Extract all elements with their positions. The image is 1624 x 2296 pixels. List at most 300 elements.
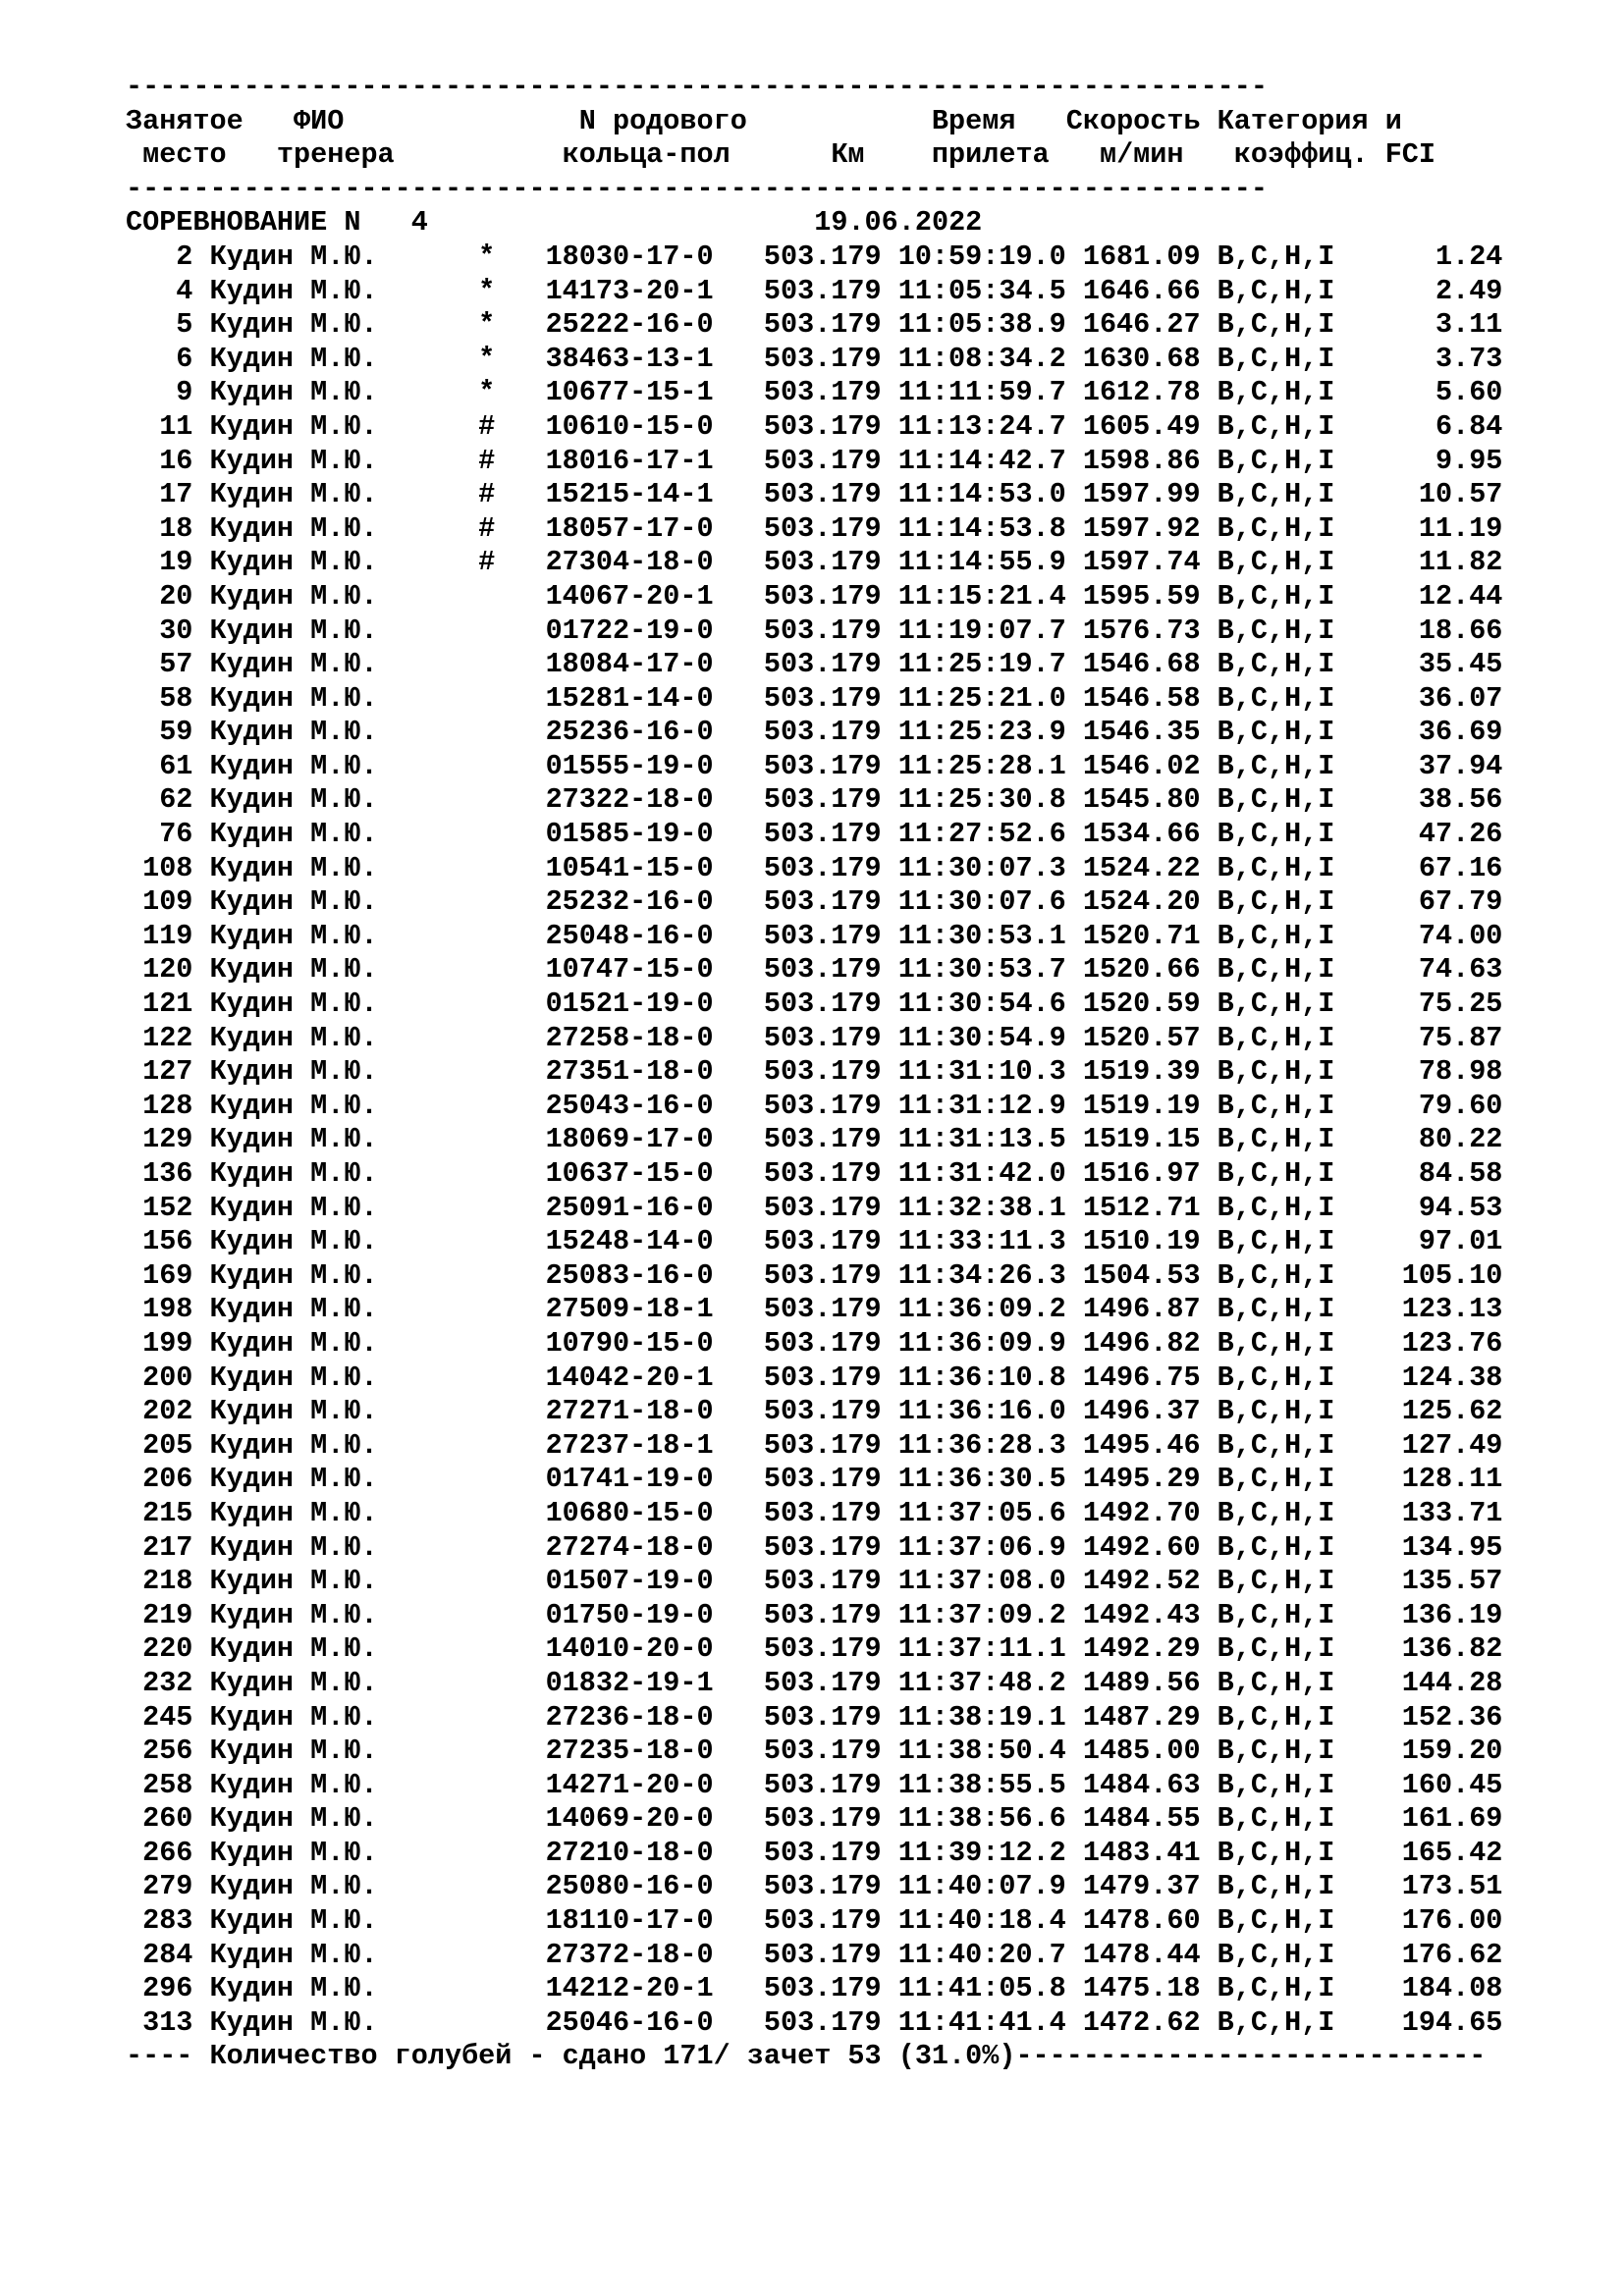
cell-name: Кудин М.Ю.: [209, 1089, 378, 1122]
cell-km: 503.179: [763, 1463, 882, 1496]
cell-speed: 1520.59: [1082, 988, 1201, 1021]
cell-speed: 1520.66: [1082, 953, 1201, 987]
cell-time: 11:37:09.2: [897, 1598, 1066, 1631]
cell-ring: 25043-16-0: [545, 1089, 714, 1122]
cell-ring: 01507-19-0: [545, 1565, 714, 1598]
cell-coef: 78.98: [1418, 1055, 1503, 1089]
table-row: [126, 1090, 1598, 1124]
cell-ring: 27372-18-0: [545, 1938, 714, 1971]
cell-name: Кудин М.Ю.: [209, 1463, 378, 1496]
cell-mark: *: [478, 274, 496, 307]
cell-km: 503.179: [763, 1157, 882, 1190]
cell-time: 11:37:11.1: [897, 1632, 1066, 1666]
cell-name: Кудин М.Ю.: [209, 783, 378, 817]
cell-ring: 27235-18-0: [545, 1735, 714, 1768]
cell-cat: B,C,H,I: [1217, 274, 1335, 307]
cell-ring: 27274-18-0: [545, 1530, 714, 1564]
cell-km: 503.179: [763, 1565, 882, 1598]
cell-km: 503.179: [763, 1904, 882, 1938]
cell-place: 121: [142, 988, 193, 1021]
cell-name: Кудин М.Ю.: [209, 851, 378, 884]
cell-ring: 01555-19-0: [545, 749, 714, 782]
cell-place: 283: [142, 1904, 193, 1938]
cell-name: Кудин М.Ю.: [209, 376, 378, 409]
cell-km: 503.179: [763, 511, 882, 545]
cell-km: 503.179: [763, 342, 882, 375]
cell-coef: 124.38: [1401, 1361, 1503, 1394]
cell-place: 30: [159, 614, 193, 647]
cell-mark: *: [478, 376, 496, 409]
cell-place: 245: [142, 1700, 193, 1734]
cell-ring: 18016-17-1: [545, 444, 714, 477]
cell-place: 62: [159, 783, 193, 817]
cell-km: 503.179: [763, 1700, 882, 1734]
cell-coef: 165.42: [1401, 1836, 1503, 1869]
cell-speed: 1519.19: [1082, 1089, 1201, 1122]
cell-name: Кудин М.Ю.: [209, 1735, 378, 1768]
cell-cat: B,C,H,I: [1217, 342, 1335, 375]
cell-time: 11:14:53.8: [897, 511, 1066, 545]
cell-cat: B,C,H,I: [1217, 614, 1335, 647]
cell-cat: B,C,H,I: [1217, 546, 1335, 579]
cell-cat: B,C,H,I: [1217, 1768, 1335, 1801]
cell-speed: 1524.20: [1082, 885, 1201, 919]
cell-place: 11: [159, 409, 193, 443]
cell-km: 503.179: [763, 988, 882, 1021]
cell-ring: 25080-16-0: [545, 1870, 714, 1903]
cell-coef: 136.82: [1401, 1632, 1503, 1666]
cell-time: 11:32:38.1: [897, 1191, 1066, 1224]
cell-name: Кудин М.Ю.: [209, 1938, 378, 1971]
cell-place: 5: [176, 308, 193, 342]
cell-speed: 1492.29: [1082, 1632, 1201, 1666]
header-line-1: Занятое ФИО N родового Время Скорость Категория и: [126, 104, 1402, 137]
cell-ring: 14010-20-0: [545, 1632, 714, 1666]
cell-place: 284: [142, 1938, 193, 1971]
cell-name: Кудин М.Ю.: [209, 1632, 378, 1666]
cell-time: 11:30:54.9: [897, 1021, 1066, 1054]
cell-name: Кудин М.Ю.: [209, 1496, 378, 1529]
cell-name: Кудин М.Ю.: [209, 1530, 378, 1564]
cell-speed: 1681.09: [1082, 240, 1201, 273]
cell-place: 61: [159, 749, 193, 782]
cell-coef: 105.10: [1401, 1258, 1503, 1292]
cell-km: 503.179: [763, 1021, 882, 1054]
cell-ring: 38463-13-1: [545, 342, 714, 375]
cell-coef: 3.73: [1435, 342, 1503, 375]
cell-km: 503.179: [763, 308, 882, 342]
cell-cat: B,C,H,I: [1217, 308, 1335, 342]
cell-time: 11:36:09.9: [897, 1326, 1066, 1360]
cell-km: 503.179: [763, 885, 882, 919]
competition-line: [126, 206, 1598, 240]
cell-speed: 1483.41: [1082, 1836, 1201, 1869]
cell-cat: B,C,H,I: [1217, 1225, 1335, 1258]
cell-cat: B,C,H,I: [1217, 1496, 1335, 1529]
table-row: [126, 1259, 1598, 1294]
cell-place: 199: [142, 1326, 193, 1360]
cell-coef: 94.53: [1418, 1191, 1503, 1224]
table-row: [126, 1735, 1598, 1769]
cell-cat: B,C,H,I: [1217, 1258, 1335, 1292]
cell-cat: B,C,H,I: [1217, 1428, 1335, 1462]
cell-place: 205: [142, 1428, 193, 1462]
cell-speed: 1597.99: [1082, 478, 1201, 511]
cell-place: 18: [159, 511, 193, 545]
cell-km: 503.179: [763, 579, 882, 613]
cell-name: Кудин М.Ю.: [209, 1972, 378, 2005]
cell-mark: *: [478, 240, 496, 273]
cell-place: 2: [176, 240, 193, 273]
cell-ring: 15281-14-0: [545, 681, 714, 715]
cell-place: 9: [176, 376, 193, 409]
cell-ring: 15215-14-1: [545, 478, 714, 511]
table-row: [126, 953, 1598, 988]
cell-place: 152: [142, 1191, 193, 1224]
cell-place: 266: [142, 1836, 193, 1869]
cell-ring: 14271-20-0: [545, 1768, 714, 1801]
cell-place: 58: [159, 681, 193, 715]
table-row: [126, 1293, 1598, 1327]
cell-ring: 25046-16-0: [545, 2005, 714, 2039]
cell-place: 16: [159, 444, 193, 477]
cell-place: 256: [142, 1735, 193, 1768]
cell-place: 136: [142, 1157, 193, 1190]
cell-coef: 11.82: [1418, 546, 1503, 579]
cell-km: 503.179: [763, 546, 882, 579]
cell-name: Кудин М.Ю.: [209, 1666, 378, 1699]
cell-time: 11:40:07.9: [897, 1870, 1066, 1903]
cell-coef: 74.63: [1418, 953, 1503, 987]
cell-name: Кудин М.Ю.: [209, 988, 378, 1021]
cell-time: 11:37:06.9: [897, 1530, 1066, 1564]
cell-ring: 18057-17-0: [545, 511, 714, 545]
cell-name: Кудин М.Ю.: [209, 1021, 378, 1054]
cell-cat: B,C,H,I: [1217, 1904, 1335, 1938]
cell-ring: 18084-17-0: [545, 648, 714, 681]
cell-ring: 27322-18-0: [545, 783, 714, 817]
cell-name: Кудин М.Ю.: [209, 1191, 378, 1224]
cell-time: 11:38:55.5: [897, 1768, 1066, 1801]
cell-name: Кудин М.Ю.: [209, 1258, 378, 1292]
cell-mark: #: [478, 478, 496, 511]
cell-time: 11:14:53.0: [897, 478, 1066, 511]
cell-name: Кудин М.Ю.: [209, 274, 378, 307]
table-row: [126, 1565, 1598, 1599]
cell-cat: B,C,H,I: [1217, 1972, 1335, 2005]
cell-speed: 1487.29: [1082, 1700, 1201, 1734]
cell-place: 4: [176, 274, 193, 307]
cell-cat: B,C,H,I: [1217, 851, 1335, 884]
cell-time: 11:38:56.6: [897, 1802, 1066, 1836]
cell-km: 503.179: [763, 614, 882, 647]
cell-km: 503.179: [763, 681, 882, 715]
cell-cat: B,C,H,I: [1217, 444, 1335, 477]
cell-ring: 01741-19-0: [545, 1463, 714, 1496]
cell-speed: 1479.37: [1082, 1870, 1201, 1903]
cell-cat: B,C,H,I: [1217, 1632, 1335, 1666]
cell-coef: 128.11: [1401, 1463, 1503, 1496]
cell-speed: 1478.60: [1082, 1904, 1201, 1938]
cell-coef: 176.00: [1401, 1904, 1503, 1938]
cell-coef: 5.60: [1435, 376, 1503, 409]
cell-coef: 67.16: [1418, 851, 1503, 884]
cell-cat: B,C,H,I: [1217, 240, 1335, 273]
cell-time: 11:05:38.9: [897, 308, 1066, 342]
table-row: [126, 2006, 1598, 2041]
results-sheet: [126, 71, 1598, 2074]
cell-ring: 14069-20-0: [545, 1802, 714, 1836]
cell-coef: 38.56: [1418, 783, 1503, 817]
cell-name: Кудин М.Ю.: [209, 1361, 378, 1394]
cell-place: 120: [142, 953, 193, 987]
cell-place: 198: [142, 1293, 193, 1326]
cell-name: Кудин М.Ю.: [209, 1598, 378, 1631]
cell-ring: 27271-18-0: [545, 1395, 714, 1428]
cell-place: 220: [142, 1632, 193, 1666]
cell-ring: 14067-20-1: [545, 579, 714, 613]
cell-cat: B,C,H,I: [1217, 1021, 1335, 1054]
cell-place: 122: [142, 1021, 193, 1054]
cell-name: Кудин М.Ю.: [209, 1836, 378, 1869]
cell-ring: 27237-18-1: [545, 1428, 714, 1462]
cell-cat: B,C,H,I: [1217, 478, 1335, 511]
cell-coef: 184.08: [1401, 1972, 1503, 2005]
cell-cat: B,C,H,I: [1217, 1565, 1335, 1598]
cell-km: 503.179: [763, 1598, 882, 1631]
cell-name: Кудин М.Ю.: [209, 342, 378, 375]
cell-name: Кудин М.Ю.: [209, 1157, 378, 1190]
cell-name: Кудин М.Ю.: [209, 1870, 378, 1903]
cell-ring: 25091-16-0: [545, 1191, 714, 1224]
cell-coef: 84.58: [1418, 1157, 1503, 1190]
cell-speed: 1597.74: [1082, 546, 1201, 579]
cell-place: 260: [142, 1802, 193, 1836]
cell-time: 11:40:20.7: [897, 1938, 1066, 1971]
cell-place: 232: [142, 1666, 193, 1699]
cell-name: Кудин М.Ю.: [209, 1293, 378, 1326]
cell-km: 503.179: [763, 1225, 882, 1258]
cell-km: 503.179: [763, 274, 882, 307]
cell-cat: B,C,H,I: [1217, 716, 1335, 749]
cell-time: 11:25:23.9: [897, 716, 1066, 749]
summary-footer: ---- Количество голубей - сдано 171/ зачет 53 (31.0%)----------------------------: [126, 2040, 1487, 2073]
cell-ring: 25222-16-0: [545, 308, 714, 342]
cell-place: 217: [142, 1530, 193, 1564]
cell-ring: 25232-16-0: [545, 885, 714, 919]
cell-ring: 25048-16-0: [545, 919, 714, 952]
cell-time: 11:31:12.9: [897, 1089, 1066, 1122]
cell-speed: 1546.35: [1082, 716, 1201, 749]
cell-cat: B,C,H,I: [1217, 648, 1335, 681]
table-row: [126, 682, 1598, 717]
cell-ring: 25083-16-0: [545, 1258, 714, 1292]
cell-coef: 160.45: [1401, 1768, 1503, 1801]
cell-coef: 74.00: [1418, 919, 1503, 952]
cell-name: Кудин М.Ю.: [209, 546, 378, 579]
cell-speed: 1492.43: [1082, 1598, 1201, 1631]
cell-speed: 1520.57: [1082, 1021, 1201, 1054]
cell-ring: 10610-15-0: [545, 409, 714, 443]
table-row: [126, 988, 1598, 1022]
cell-coef: 67.79: [1418, 885, 1503, 919]
cell-coef: 144.28: [1401, 1666, 1503, 1699]
table-row: [126, 1904, 1598, 1939]
cell-speed: 1492.60: [1082, 1530, 1201, 1564]
table-row: [126, 478, 1598, 512]
cell-name: Кудин М.Ю.: [209, 409, 378, 443]
cell-speed: 1534.66: [1082, 818, 1201, 851]
cell-coef: 159.20: [1401, 1735, 1503, 1768]
cell-time: 11:25:30.8: [897, 783, 1066, 817]
cell-place: 108: [142, 851, 193, 884]
cell-ring: 27304-18-0: [545, 546, 714, 579]
cell-coef: 47.26: [1418, 818, 1503, 851]
cell-time: 10:59:19.0: [897, 240, 1066, 273]
table-row: [126, 1192, 1598, 1226]
cell-speed: 1504.53: [1082, 1258, 1201, 1292]
cell-speed: 1496.75: [1082, 1361, 1201, 1394]
cell-speed: 1546.68: [1082, 648, 1201, 681]
cell-coef: 36.69: [1418, 716, 1503, 749]
table-row: [126, 1632, 1598, 1667]
cell-place: 169: [142, 1258, 193, 1292]
cell-coef: 97.01: [1418, 1225, 1503, 1258]
cell-ring: 27509-18-1: [545, 1293, 714, 1326]
cell-km: 503.179: [763, 444, 882, 477]
cell-km: 503.179: [763, 1735, 882, 1768]
cell-time: 11:25:28.1: [897, 749, 1066, 782]
cell-place: 109: [142, 885, 193, 919]
table-row: [126, 445, 1598, 479]
cell-place: 206: [142, 1463, 193, 1496]
cell-place: 119: [142, 919, 193, 952]
cell-speed: 1520.71: [1082, 919, 1201, 952]
cell-coef: 135.57: [1401, 1565, 1503, 1598]
cell-coef: 173.51: [1401, 1870, 1503, 1903]
cell-mark: #: [478, 444, 496, 477]
cell-ring: 10747-15-0: [545, 953, 714, 987]
table-row: [126, 1667, 1598, 1701]
cell-speed: 1478.44: [1082, 1938, 1201, 1971]
table-row: [126, 308, 1598, 343]
cell-name: Кудин М.Ю.: [209, 818, 378, 851]
competition-number: 4: [410, 206, 428, 240]
cell-coef: 1.24: [1435, 240, 1503, 273]
cell-name: Кудин М.Ю.: [209, 681, 378, 715]
competition-date: 19.06.2022: [814, 206, 983, 240]
cell-speed: 1546.02: [1082, 749, 1201, 782]
cell-place: 296: [142, 1972, 193, 2005]
cell-name: Кудин М.Ю.: [209, 1565, 378, 1598]
cell-cat: B,C,H,I: [1217, 953, 1335, 987]
cell-coef: 194.65: [1401, 2005, 1503, 2039]
cell-cat: B,C,H,I: [1217, 1836, 1335, 1869]
cell-time: 11:37:05.6: [897, 1496, 1066, 1529]
cell-km: 503.179: [763, 1293, 882, 1326]
cell-speed: 1510.19: [1082, 1225, 1201, 1258]
cell-time: 11:34:26.3: [897, 1258, 1066, 1292]
cell-name: Кудин М.Ю.: [209, 1395, 378, 1428]
table-row: [126, 783, 1598, 818]
cell-speed: 1472.62: [1082, 2005, 1201, 2039]
cell-place: 313: [142, 2005, 193, 2039]
cell-coef: 176.62: [1401, 1938, 1503, 1971]
cell-cat: B,C,H,I: [1217, 1191, 1335, 1224]
table-row: [126, 1327, 1598, 1362]
cell-mark: *: [478, 308, 496, 342]
cell-km: 503.179: [763, 749, 882, 782]
cell-cat: B,C,H,I: [1217, 1802, 1335, 1836]
cell-cat: B,C,H,I: [1217, 749, 1335, 782]
cell-time: 11:30:54.6: [897, 988, 1066, 1021]
cell-coef: 11.19: [1418, 511, 1503, 545]
cell-cat: B,C,H,I: [1217, 681, 1335, 715]
cell-coef: 133.71: [1401, 1496, 1503, 1529]
table-row: [126, 1225, 1598, 1259]
cell-cat: B,C,H,I: [1217, 376, 1335, 409]
cell-ring: 27258-18-0: [545, 1021, 714, 1054]
cell-name: Кудин М.Ю.: [209, 648, 378, 681]
cell-coef: 18.66: [1418, 614, 1503, 647]
table-row: [126, 240, 1598, 275]
cell-place: 202: [142, 1395, 193, 1428]
cell-place: 215: [142, 1496, 193, 1529]
cell-name: Кудин М.Ю.: [209, 579, 378, 613]
cell-coef: 127.49: [1401, 1428, 1503, 1462]
cell-time: 11:36:28.3: [897, 1428, 1066, 1462]
cell-place: 76: [159, 818, 193, 851]
cell-km: 503.179: [763, 1632, 882, 1666]
cell-place: 19: [159, 546, 193, 579]
cell-cat: B,C,H,I: [1217, 1055, 1335, 1089]
cell-time: 11:39:12.2: [897, 1836, 1066, 1869]
cell-mark: #: [478, 511, 496, 545]
table-row: [126, 546, 1598, 580]
cell-coef: 125.62: [1401, 1395, 1503, 1428]
results-table: [126, 240, 1598, 2040]
cell-km: 503.179: [763, 478, 882, 511]
table-row: [126, 410, 1598, 445]
table-row: [126, 1972, 1598, 2006]
cell-time: 11:14:55.9: [897, 546, 1066, 579]
cell-time: 11:30:53.7: [897, 953, 1066, 987]
cell-km: 503.179: [763, 2005, 882, 2039]
cell-cat: B,C,H,I: [1217, 409, 1335, 443]
cell-ring: 25236-16-0: [545, 716, 714, 749]
cell-name: Кудин М.Ю.: [209, 1428, 378, 1462]
cell-time: 11:15:21.4: [897, 579, 1066, 613]
cell-place: 20: [159, 579, 193, 613]
cell-ring: 15248-14-0: [545, 1225, 714, 1258]
cell-time: 11:38:19.1: [897, 1700, 1066, 1734]
table-row: [126, 1599, 1598, 1633]
cell-km: 503.179: [763, 1361, 882, 1394]
cell-ring: 10637-15-0: [545, 1157, 714, 1190]
cell-km: 503.179: [763, 1802, 882, 1836]
cell-km: 503.179: [763, 1089, 882, 1122]
cell-ring: 27210-18-0: [545, 1836, 714, 1869]
cell-coef: 6.84: [1435, 409, 1503, 443]
cell-coef: 136.19: [1401, 1598, 1503, 1631]
cell-place: 258: [142, 1768, 193, 1801]
cell-coef: 79.60: [1418, 1089, 1503, 1122]
cell-speed: 1492.70: [1082, 1496, 1201, 1529]
table-row: [126, 852, 1598, 886]
competition-label: СОРЕВНОВАНИЕ N: [126, 206, 361, 240]
cell-name: Кудин М.Ю.: [209, 1904, 378, 1938]
cell-km: 503.179: [763, 1123, 882, 1156]
